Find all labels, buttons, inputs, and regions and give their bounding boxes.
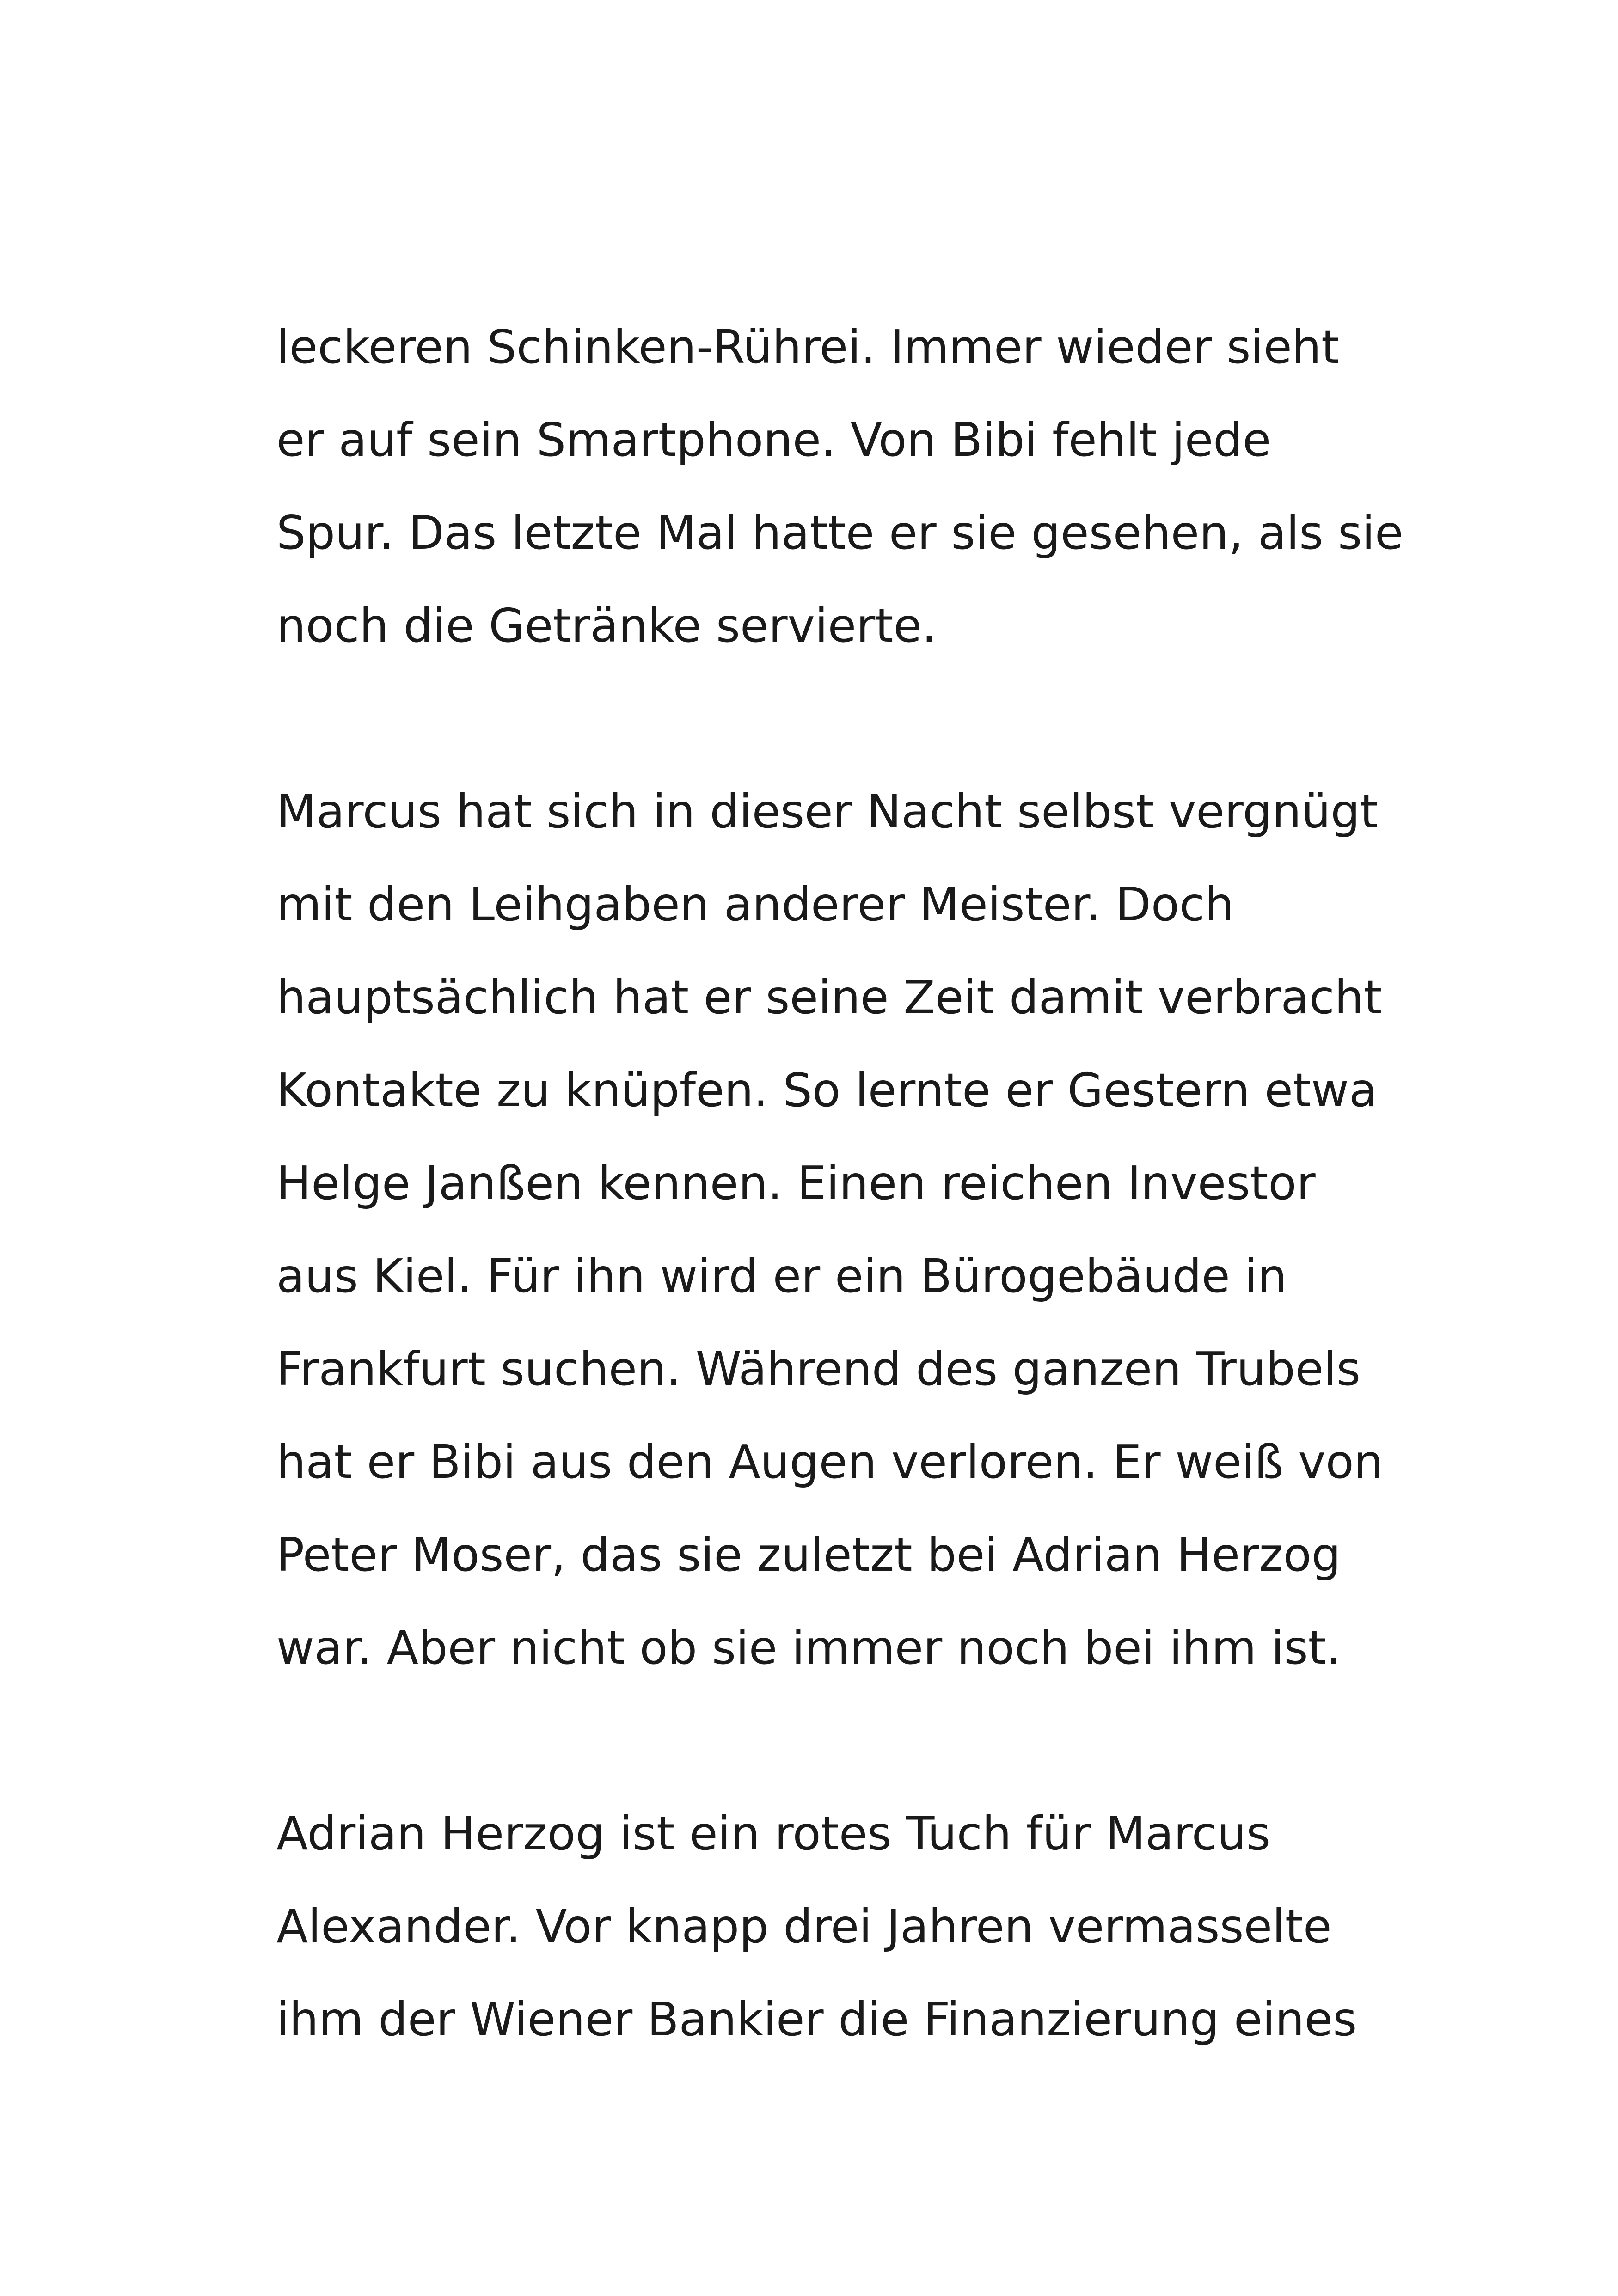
text-line: war. Aber nicht ob sie immer noch bei ihm ist. [276,1621,1341,1675]
text-line: aus Kiel. Für ihn wird er ein Bürogebäude in [276,1249,1287,1303]
text-line: Adrian Herzog ist ein rotes Tuch für Marcus [276,1806,1271,1861]
text-line: Frankfurt suchen. Während des ganzen Trubels [276,1342,1361,1396]
text-line: Spur. Das letzte Mal hatte er sie gesehen, als sie [276,506,1403,560]
text-line: hauptsächlich hat er seine Zeit damit verbracht [276,970,1382,1024]
paragraph-1 [276,300,1403,672]
text-line: Marcus hat sich in dieser Nacht selbst vergnügt [276,784,1379,839]
paragraph-3 [276,1787,1386,2066]
text-line: leckeren Schinken-Rührei. Immer wieder sieht [276,320,1340,374]
text-line: Helge Janßen kennen. Einen reichen Investor [276,1156,1316,1210]
text-line: hat er Bibi aus den Augen verloren. Er weiß von [276,1435,1384,1489]
paragraph-2 [276,765,1386,1694]
text-line: mit den Leihgaben anderer Meister. Doch [276,877,1234,931]
text-line: ihm der Wiener Bankier die Finanzierung eines [276,1992,1357,2046]
text-line: Kontakte zu knüpfen. So lernte er Gestern etwa [276,1063,1378,1117]
text-line: Alexander. Vor knapp drei Jahren vermasselte [276,1899,1332,1953]
text-line: er auf sein Smartphone. Von Bibi fehlt jede [276,413,1271,467]
text-line: Peter Moser, das sie zuletzt bei Adrian Herzog [276,1528,1341,1582]
body-text [276,300,1403,2159]
text-line: noch die Getränke servierte. [276,599,937,653]
